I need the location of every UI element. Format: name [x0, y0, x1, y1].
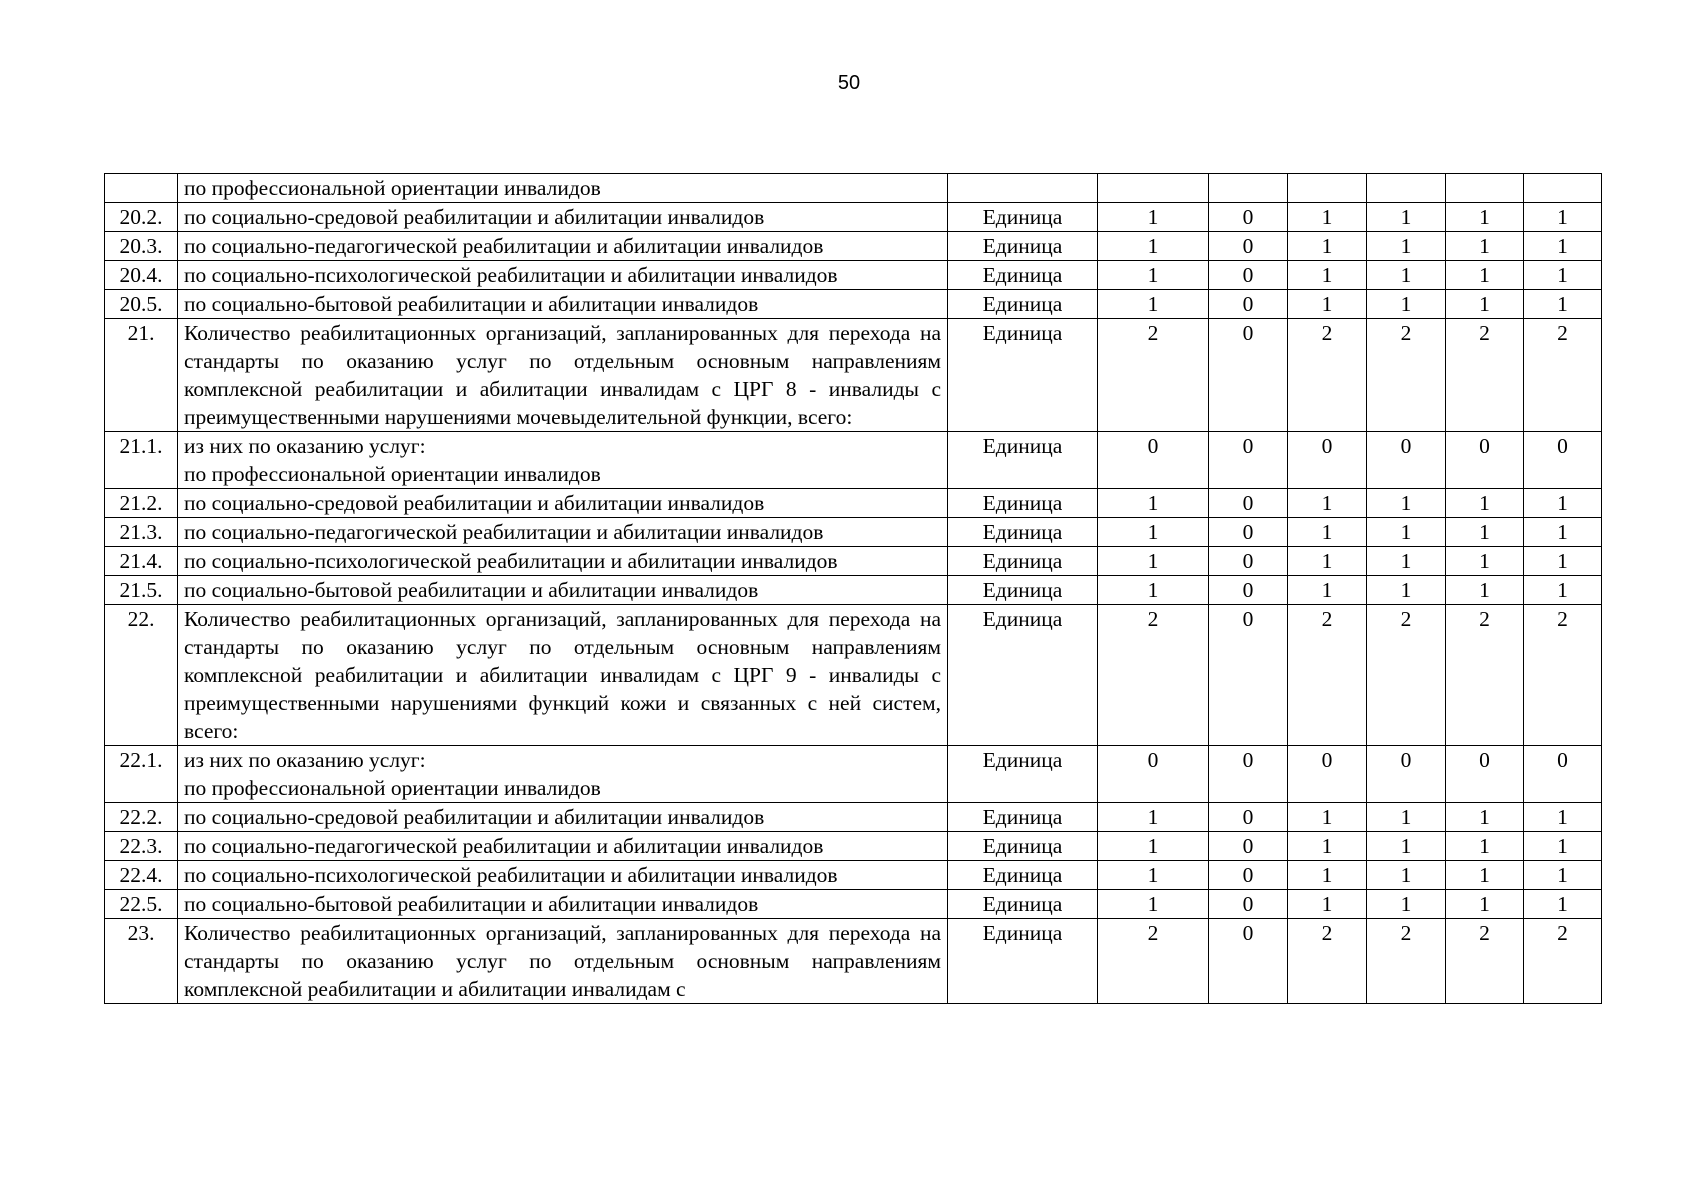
unit-cell: Единица — [948, 432, 1098, 489]
value-cell: 1 — [1367, 261, 1446, 290]
value-cell: 1 — [1098, 861, 1209, 890]
description-cell — [178, 605, 948, 746]
value-cell: 0 — [1367, 746, 1446, 803]
value-cell: 2 — [1367, 605, 1446, 746]
description-line: по социально-психологической реабилитации и абилитации инвалидов — [184, 263, 838, 287]
value-cell: 1 — [1524, 832, 1602, 861]
value-cell: 1 — [1446, 290, 1524, 319]
value-cell: 1 — [1288, 290, 1367, 319]
indicators-table — [104, 173, 1602, 1004]
value-cell: 0 — [1098, 432, 1209, 489]
row-number-cell: 21.1. — [105, 432, 178, 489]
table-row — [105, 576, 1602, 605]
value-cell: 1 — [1288, 518, 1367, 547]
description-line: Количество реабилитационных организаций, запланированных для перехода на стандарты по оказанию услуг по отдельным основным направлениям комплексной реабилитации и абилитации инвалидам с ЦРГ 8 - инвалиды с преимущественными нарушениями мочевыделительной функции, всего: — [184, 321, 941, 429]
unit-cell: Единица — [948, 232, 1098, 261]
value-cell — [1098, 174, 1209, 203]
description-cell — [178, 832, 948, 861]
value-cell: 1 — [1288, 547, 1367, 576]
value-cell: 2 — [1446, 919, 1524, 1004]
table-body — [105, 174, 1602, 1004]
value-cell: 0 — [1524, 432, 1602, 489]
value-cell: 1 — [1446, 890, 1524, 919]
row-number-cell: 21.3. — [105, 518, 178, 547]
value-cell: 1 — [1288, 576, 1367, 605]
value-cell: 1 — [1098, 832, 1209, 861]
value-cell: 0 — [1367, 432, 1446, 489]
value-cell: 1 — [1524, 803, 1602, 832]
table-row — [105, 861, 1602, 890]
value-cell: 1 — [1524, 861, 1602, 890]
description-cell — [178, 518, 948, 547]
table-row — [105, 174, 1602, 203]
unit-cell: Единица — [948, 547, 1098, 576]
description-cell — [178, 290, 948, 319]
table-row — [105, 890, 1602, 919]
row-number-cell: 21. — [105, 319, 178, 432]
row-number-cell: 22.5. — [105, 890, 178, 919]
description-cell — [178, 746, 948, 803]
value-cell: 1 — [1446, 832, 1524, 861]
table-row — [105, 319, 1602, 432]
unit-cell: Единица — [948, 576, 1098, 605]
value-cell: 1 — [1288, 832, 1367, 861]
value-cell: 2 — [1524, 919, 1602, 1004]
value-cell: 1 — [1367, 518, 1446, 547]
value-cell: 1 — [1098, 261, 1209, 290]
value-cell: 1 — [1367, 290, 1446, 319]
value-cell: 2 — [1367, 919, 1446, 1004]
value-cell: 0 — [1446, 746, 1524, 803]
description-line: по профессиональной ориентации инвалидов — [184, 462, 601, 486]
table-row — [105, 803, 1602, 832]
value-cell: 0 — [1209, 547, 1288, 576]
table-row — [105, 547, 1602, 576]
description-cell — [178, 174, 948, 203]
description-line: по социально-средовой реабилитации и абилитации инвалидов — [184, 805, 765, 829]
value-cell: 0 — [1209, 832, 1288, 861]
value-cell: 1 — [1288, 232, 1367, 261]
row-number-cell: 22.1. — [105, 746, 178, 803]
value-cell: 1 — [1098, 576, 1209, 605]
description-line: по социально-средовой реабилитации и абилитации инвалидов — [184, 491, 765, 515]
value-cell: 2 — [1446, 319, 1524, 432]
description-line: Количество реабилитационных организаций, запланированных для перехода на стандарты по оказанию услуг по отдельным основным направлениям комплексной реабилитации и абилитации инвалидам с ЦРГ 9 - инвалиды с преимущественными нарушениями функций кожи и связанных с ней систем, всего: — [184, 607, 941, 743]
value-cell: 0 — [1209, 232, 1288, 261]
row-number-cell: 21.5. — [105, 576, 178, 605]
value-cell: 1 — [1446, 547, 1524, 576]
value-cell: 1 — [1288, 890, 1367, 919]
value-cell: 1 — [1288, 261, 1367, 290]
value-cell: 2 — [1367, 319, 1446, 432]
value-cell: 1 — [1367, 547, 1446, 576]
value-cell: 2 — [1446, 605, 1524, 746]
value-cell: 1 — [1524, 203, 1602, 232]
value-cell: 1 — [1288, 203, 1367, 232]
unit-cell: Единица — [948, 489, 1098, 518]
value-cell: 1 — [1367, 890, 1446, 919]
description-line: по профессиональной ориентации инвалидов — [184, 776, 601, 800]
value-cell: 1 — [1524, 547, 1602, 576]
description-cell — [178, 919, 948, 1004]
value-cell: 1 — [1446, 261, 1524, 290]
value-cell: 0 — [1209, 803, 1288, 832]
value-cell: 2 — [1098, 919, 1209, 1004]
description-cell — [178, 489, 948, 518]
description-line: по социально-бытовой реабилитации и абилитации инвалидов — [184, 292, 759, 316]
description-line: по социально-педагогической реабилитации и абилитации инвалидов — [184, 520, 824, 544]
unit-cell: Единица — [948, 605, 1098, 746]
unit-cell: Единица — [948, 290, 1098, 319]
value-cell: 0 — [1209, 432, 1288, 489]
value-cell — [1288, 174, 1367, 203]
unit-cell: Единица — [948, 319, 1098, 432]
value-cell: 1 — [1098, 518, 1209, 547]
description-cell — [178, 803, 948, 832]
value-cell: 1 — [1446, 232, 1524, 261]
value-cell: 0 — [1288, 432, 1367, 489]
value-cell: 1 — [1288, 803, 1367, 832]
value-cell: 0 — [1209, 518, 1288, 547]
unit-cell: Единица — [948, 261, 1098, 290]
value-cell — [1209, 174, 1288, 203]
description-line: по социально-психологической реабилитации и абилитации инвалидов — [184, 549, 838, 573]
value-cell: 1 — [1446, 203, 1524, 232]
description-line: по профессиональной ориентации инвалидов — [184, 176, 601, 200]
unit-cell: Единица — [948, 832, 1098, 861]
table-row — [105, 919, 1602, 1004]
value-cell: 1 — [1098, 232, 1209, 261]
description-line: по социально-бытовой реабилитации и абилитации инвалидов — [184, 578, 759, 602]
row-number-cell: 23. — [105, 919, 178, 1004]
value-cell: 1 — [1098, 547, 1209, 576]
description-line: из них по оказанию услуг: — [184, 434, 426, 458]
description-cell — [178, 576, 948, 605]
row-number-cell: 21.2. — [105, 489, 178, 518]
value-cell: 2 — [1288, 919, 1367, 1004]
value-cell: 1 — [1098, 803, 1209, 832]
value-cell: 1 — [1524, 489, 1602, 518]
table-row — [105, 746, 1602, 803]
value-cell — [1446, 174, 1524, 203]
table-row — [105, 605, 1602, 746]
value-cell: 1 — [1524, 518, 1602, 547]
unit-cell: Единица — [948, 890, 1098, 919]
description-cell — [178, 432, 948, 489]
row-number-cell: 20.2. — [105, 203, 178, 232]
description-cell — [178, 261, 948, 290]
description-cell — [178, 547, 948, 576]
description-line: из них по оказанию услуг: — [184, 748, 426, 772]
description-line: по социально-педагогической реабилитации и абилитации инвалидов — [184, 834, 824, 858]
value-cell: 1 — [1098, 203, 1209, 232]
unit-cell: Единица — [948, 919, 1098, 1004]
value-cell: 1 — [1098, 890, 1209, 919]
value-cell: 0 — [1209, 890, 1288, 919]
value-cell: 1 — [1524, 576, 1602, 605]
row-number-cell: 22.2. — [105, 803, 178, 832]
value-cell: 0 — [1209, 203, 1288, 232]
value-cell: 1 — [1446, 518, 1524, 547]
unit-cell — [948, 174, 1098, 203]
row-number-cell: 20.3. — [105, 232, 178, 261]
value-cell: 1 — [1446, 803, 1524, 832]
table-row — [105, 489, 1602, 518]
description-line: по социально-бытовой реабилитации и абилитации инвалидов — [184, 892, 759, 916]
row-number-cell: 20.5. — [105, 290, 178, 319]
value-cell: 1 — [1367, 832, 1446, 861]
value-cell: 1 — [1367, 489, 1446, 518]
value-cell: 2 — [1098, 605, 1209, 746]
table-row — [105, 232, 1602, 261]
value-cell: 0 — [1098, 746, 1209, 803]
description-cell — [178, 890, 948, 919]
row-number-cell — [105, 174, 178, 203]
table-row — [105, 290, 1602, 319]
value-cell: 1 — [1367, 203, 1446, 232]
description-cell — [178, 319, 948, 432]
value-cell: 1 — [1367, 861, 1446, 890]
value-cell: 1 — [1367, 232, 1446, 261]
value-cell: 1 — [1446, 861, 1524, 890]
description-line: по социально-педагогической реабилитации и абилитации инвалидов — [184, 234, 824, 258]
description-cell — [178, 232, 948, 261]
value-cell: 1 — [1288, 861, 1367, 890]
value-cell: 0 — [1209, 861, 1288, 890]
value-cell: 0 — [1209, 746, 1288, 803]
unit-cell: Единица — [948, 203, 1098, 232]
value-cell: 0 — [1446, 432, 1524, 489]
row-number-cell: 22. — [105, 605, 178, 746]
table-row — [105, 432, 1602, 489]
value-cell: 1 — [1288, 489, 1367, 518]
value-cell: 2 — [1288, 319, 1367, 432]
value-cell: 1 — [1098, 489, 1209, 518]
value-cell: 2 — [1098, 319, 1209, 432]
row-number-cell: 21.4. — [105, 547, 178, 576]
value-cell: 0 — [1209, 290, 1288, 319]
value-cell: 0 — [1524, 746, 1602, 803]
description-cell — [178, 203, 948, 232]
row-number-cell: 22.3. — [105, 832, 178, 861]
description-cell — [178, 861, 948, 890]
value-cell: 1 — [1098, 290, 1209, 319]
row-number-cell: 20.4. — [105, 261, 178, 290]
value-cell: 0 — [1209, 261, 1288, 290]
unit-cell: Единица — [948, 861, 1098, 890]
table-row — [105, 261, 1602, 290]
row-number-cell: 22.4. — [105, 861, 178, 890]
description-line: по социально-средовой реабилитации и абилитации инвалидов — [184, 205, 765, 229]
unit-cell: Единица — [948, 746, 1098, 803]
description-line: Количество реабилитационных организаций, запланированных для перехода на стандарты по оказанию услуг по отдельным основным направлениям комплексной реабилитации и абилитации инвалидам с — [184, 921, 941, 1001]
value-cell: 1 — [1446, 576, 1524, 605]
value-cell: 1 — [1367, 576, 1446, 605]
unit-cell: Единица — [948, 518, 1098, 547]
value-cell: 0 — [1288, 746, 1367, 803]
value-cell: 2 — [1524, 605, 1602, 746]
table-row — [105, 203, 1602, 232]
value-cell: 1 — [1524, 890, 1602, 919]
value-cell — [1524, 174, 1602, 203]
value-cell: 0 — [1209, 576, 1288, 605]
description-line: по социально-психологической реабилитации и абилитации инвалидов — [184, 863, 838, 887]
value-cell: 2 — [1288, 605, 1367, 746]
value-cell — [1367, 174, 1446, 203]
value-cell: 1 — [1367, 803, 1446, 832]
value-cell: 0 — [1209, 919, 1288, 1004]
value-cell: 0 — [1209, 319, 1288, 432]
value-cell: 1 — [1524, 290, 1602, 319]
table-row — [105, 518, 1602, 547]
value-cell: 0 — [1209, 489, 1288, 518]
page-number: 50 — [837, 72, 861, 94]
table-row — [105, 832, 1602, 861]
unit-cell: Единица — [948, 803, 1098, 832]
value-cell: 1 — [1446, 489, 1524, 518]
value-cell: 1 — [1524, 261, 1602, 290]
value-cell: 1 — [1524, 232, 1602, 261]
value-cell: 0 — [1209, 605, 1288, 746]
value-cell: 2 — [1524, 319, 1602, 432]
